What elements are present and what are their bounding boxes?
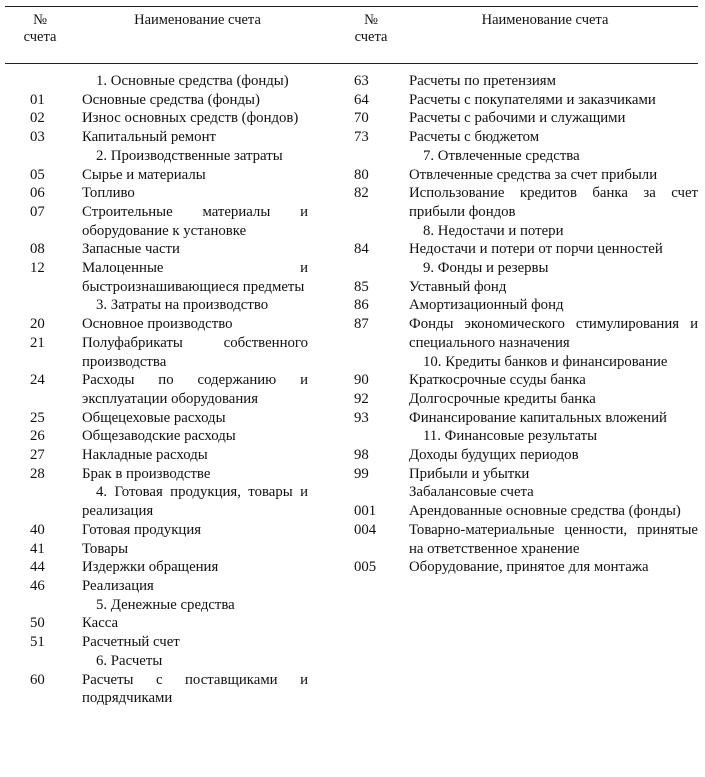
section-title: 7. Отвлеченные средства (423, 147, 580, 164)
account-name: Использование кредитов банка за счет прибыли фондов (409, 185, 698, 220)
account-name: Полуфабрикаты собственного производства (82, 334, 308, 370)
account-name: Недостачи и потери от порчи ценностей (409, 241, 663, 258)
account-name: Малоценные и быстроизнашивающиеся предметы (82, 260, 308, 295)
account-row (354, 409, 698, 428)
account-name: Краткосрочные ссуды банка (409, 372, 586, 389)
account-name: Расчеты с поставщиками и подрядчиками (82, 671, 308, 707)
account-name: Долгосрочные кредиты банка (409, 390, 596, 407)
header-number-symbol: № (33, 12, 47, 28)
account-row (0, 240, 308, 259)
account-number: 20 (30, 316, 45, 333)
account-name: Брак в производстве (82, 465, 211, 482)
header-number-left (14, 12, 66, 46)
account-name: Арендованные основные средства (фонды) (409, 503, 681, 520)
account-row (354, 558, 698, 577)
account-row (0, 540, 308, 559)
section-heading (354, 259, 698, 278)
section-heading (354, 353, 698, 372)
account-number: 46 (30, 577, 45, 594)
account-number: 12 (30, 260, 45, 277)
section-heading (354, 222, 698, 241)
account-number: 98 (354, 447, 369, 464)
account-name: Уставный фонд (409, 278, 507, 295)
account-name: Основное производство (82, 316, 233, 333)
account-name: Оборудование, принятое для монтажа (409, 559, 649, 576)
account-name: Расчетный счет (82, 634, 180, 651)
account-number: 70 (354, 110, 369, 127)
account-row (0, 203, 308, 240)
account-row (0, 427, 308, 446)
left-column (0, 72, 308, 708)
account-number: 84 (354, 241, 369, 258)
section-title: 5. Денежные средства (96, 596, 235, 613)
account-number: 51 (30, 634, 45, 651)
account-name: Товары (82, 540, 129, 557)
account-number: 05 (30, 166, 45, 183)
account-name: Расчеты по претензиям (409, 73, 556, 89)
section-heading (0, 652, 308, 671)
account-number: 90 (354, 372, 369, 389)
account-number: 07 (30, 203, 45, 220)
account-row (0, 633, 308, 652)
account-number: 26 (30, 428, 45, 445)
account-row (354, 72, 698, 91)
account-number: 73 (354, 129, 369, 146)
account-name: Запасные части (82, 241, 180, 258)
section-title: 3. Затраты на производство (96, 297, 269, 314)
account-name: Фонды экономического стимулирования и специального назначения (409, 316, 698, 351)
account-row (0, 577, 308, 596)
section-title: 4. Готовая продукция, товары и реализация (82, 484, 308, 520)
account-name: Сырье и материалы (82, 166, 206, 183)
account-row (0, 334, 308, 371)
header-name-right: Наименование счета (481, 12, 609, 28)
account-number: 85 (354, 278, 369, 295)
section-heading (0, 596, 308, 615)
account-number: 64 (354, 91, 369, 108)
account-name: Амортизационный фонд (409, 297, 564, 314)
account-name: Реализация (82, 577, 154, 594)
header-number-symbol: № (364, 12, 378, 28)
account-name: Общезаводские расходы (82, 428, 236, 445)
account-name: Расчеты с бюджетом (409, 129, 540, 146)
account-row (0, 614, 308, 633)
account-number: 93 (354, 409, 369, 426)
account-number: 001 (354, 503, 377, 520)
section-title: 8. Недостачи и потери (423, 222, 564, 239)
account-name: Товарно-материальные ценности, принятые на ответственное хранение (409, 521, 698, 557)
account-number: 01 (30, 91, 45, 108)
account-row (354, 296, 698, 315)
account-number: 28 (30, 465, 45, 482)
account-row (354, 446, 698, 465)
account-row (0, 371, 308, 408)
account-number: 02 (30, 110, 45, 127)
section-heading (0, 296, 308, 315)
section-heading (0, 72, 308, 91)
account-name: Отвлеченные средства за счет прибыли (409, 166, 658, 183)
section-title: 2. Производственные затраты (96, 147, 283, 164)
section-heading (0, 483, 308, 520)
account-row (0, 109, 308, 128)
account-number: 004 (354, 521, 377, 538)
account-number: 99 (354, 465, 369, 482)
account-name: Готовая продукция (82, 521, 202, 538)
section-title: 11. Финансовые результаты (423, 428, 598, 445)
section-heading (354, 147, 698, 166)
account-row (0, 166, 308, 185)
section-title: 6. Расчеты (96, 652, 163, 669)
account-name: Издержки обращения (82, 559, 219, 576)
account-row (354, 128, 698, 147)
account-row (0, 465, 308, 484)
header-number-word: счета (354, 29, 388, 45)
account-number: 60 (30, 671, 45, 688)
section-heading (354, 483, 698, 502)
section-title: 10. Кредиты банков и финансирование (423, 353, 668, 370)
account-row (354, 390, 698, 409)
account-number: 50 (30, 615, 45, 632)
account-number: 87 (354, 316, 369, 333)
section-heading (354, 427, 698, 446)
account-number: 44 (30, 559, 45, 576)
account-number: 40 (30, 521, 45, 538)
account-name: Расчеты с рабочими и служащими (409, 110, 626, 127)
account-name: Финансирование капитальных вложений (409, 409, 667, 426)
account-name: Доходы будущих периодов (409, 447, 579, 464)
account-name: Общецеховые расходы (82, 409, 226, 426)
account-row (354, 91, 698, 110)
account-row (0, 409, 308, 428)
account-name: Основные средства (фонды) (82, 91, 260, 108)
account-name: Топливо (82, 185, 135, 202)
account-row (0, 259, 308, 296)
account-row (0, 315, 308, 334)
account-number: 24 (30, 372, 45, 389)
account-name: Расходы по содержанию и эксплуатации оборудования (82, 372, 308, 407)
account-number: 27 (30, 447, 45, 464)
account-row (0, 558, 308, 577)
account-row (354, 166, 698, 185)
account-number: 86 (354, 297, 369, 314)
account-number: 06 (30, 185, 45, 202)
account-row (354, 109, 698, 128)
account-number: 005 (354, 559, 377, 576)
account-row (0, 128, 308, 147)
account-row (0, 184, 308, 203)
account-number: 21 (30, 334, 45, 351)
account-name: Прибыли и убытки (409, 465, 530, 482)
table-top-rule (5, 6, 698, 7)
account-number: 80 (354, 166, 369, 183)
section-title: Забалансовые счета (409, 484, 534, 501)
account-row (354, 371, 698, 390)
section-heading (0, 147, 308, 166)
account-number: 25 (30, 409, 45, 426)
right-column (354, 72, 698, 577)
account-number: 08 (30, 241, 45, 258)
account-row (354, 521, 698, 558)
account-number: 03 (30, 129, 45, 146)
account-name: Накладные расходы (82, 447, 208, 464)
account-name: Строительные материалы и оборудование к установке (82, 203, 308, 239)
account-row (354, 184, 698, 221)
account-row (354, 502, 698, 521)
account-row (354, 465, 698, 484)
account-number: 63 (354, 73, 369, 89)
account-row (0, 521, 308, 540)
account-name: Расчеты с покупателями и заказчиками (409, 91, 656, 108)
account-row (0, 671, 308, 708)
account-row (0, 446, 308, 465)
account-name: Касса (82, 615, 119, 632)
section-title: 9. Фонды и резервы (423, 260, 549, 277)
header-number-right (344, 12, 398, 46)
account-row (0, 91, 308, 110)
account-number: 82 (354, 185, 369, 202)
account-number: 92 (354, 390, 369, 407)
account-name: Капитальный ремонт (82, 129, 216, 146)
account-row (354, 240, 698, 259)
header-number-word: счета (23, 29, 57, 45)
header-bottom-rule (5, 63, 698, 64)
account-row (354, 278, 698, 297)
section-title: 1. Основные средства (фонды) (96, 73, 289, 89)
header-name-left: Наименование счета (134, 12, 261, 28)
account-number: 41 (30, 540, 45, 557)
account-row (354, 315, 698, 352)
account-name: Износ основных средств (фондов) (82, 110, 299, 127)
